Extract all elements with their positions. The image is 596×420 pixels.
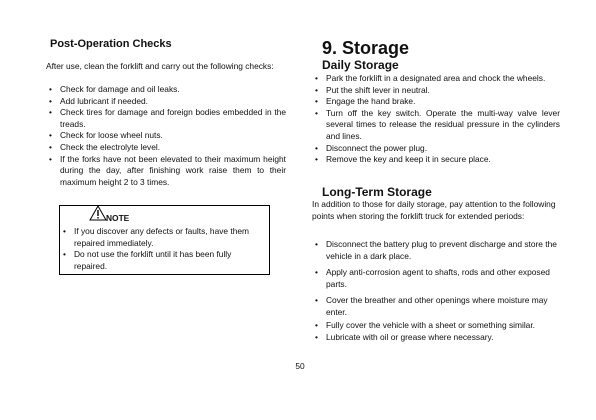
list-item: • Check for loose wheel nuts.: [46, 130, 286, 142]
list-item: • Put the shift lever in neutral.: [312, 85, 560, 97]
note-list: [60, 226, 260, 272]
list-item: • Park the forklift in a designated area and chock the wheels.: [312, 73, 560, 85]
long-term-intro: In addition to those for daily storage, pay attention to the following points when storing the forklift truck for extended periods:: [312, 199, 556, 221]
post-operation-heading: Post-Operation Checks: [50, 38, 172, 50]
list-item: • Disconnect the power plug.: [312, 143, 560, 155]
list-item: • Remove the key and keep it in secure place.: [312, 154, 560, 166]
warning-triangle-icon: [89, 205, 107, 221]
list-item: • Fully cover the vehicle with a sheet or something similar.: [312, 320, 560, 332]
note-title: NOTE: [106, 213, 130, 223]
list-item: • Turn off the key switch. Operate the multi-way valve lever several times to release the residual pressure in the cylinders and lines.: [312, 108, 560, 143]
post-operation-intro: After use, clean the forklift and carry out the following checks:: [46, 61, 274, 71]
list-item: • Cover the breather and other openings where moisture may enter.: [312, 295, 560, 318]
list-item: • Do not use the forklift until it has been fully repaired.: [60, 249, 260, 272]
list-item: • Check for damage and oil leaks.: [46, 84, 286, 96]
page-number: 50: [295, 361, 305, 371]
long-term-storage-heading: Long-Term Storage: [322, 185, 432, 199]
list-item: • Check the electrolyte level.: [46, 142, 286, 154]
list-item: • Engage the hand brake.: [312, 96, 560, 108]
list-item: • Add lubricant if needed.: [46, 96, 286, 108]
daily-storage-list: [312, 73, 560, 166]
list-item: • Disconnect the battery plug to prevent discharge and store the vehicle in a dark place.: [312, 239, 560, 262]
list-item: • Apply anti-corrosion agent to shafts, rods and other exposed parts.: [312, 267, 560, 290]
list-item: • If the forks have not been elevated to their maximum height during the day, after finishing work raise them to their maximum height 2 to 3 times.: [46, 154, 286, 189]
daily-storage-heading: Daily Storage: [322, 58, 399, 72]
long-term-storage-list: [312, 239, 560, 349]
list-item: • If you discover any defects or faults, have them repaired immediately.: [60, 226, 260, 249]
list-item: • Lubricate with oil or grease where necessary.: [312, 332, 560, 344]
post-operation-checklist: [46, 84, 286, 188]
list-item: • Check tires for damage and foreign bodies embedded in the treads.: [46, 107, 286, 130]
chapter-title: 9. Storage: [322, 38, 410, 58]
